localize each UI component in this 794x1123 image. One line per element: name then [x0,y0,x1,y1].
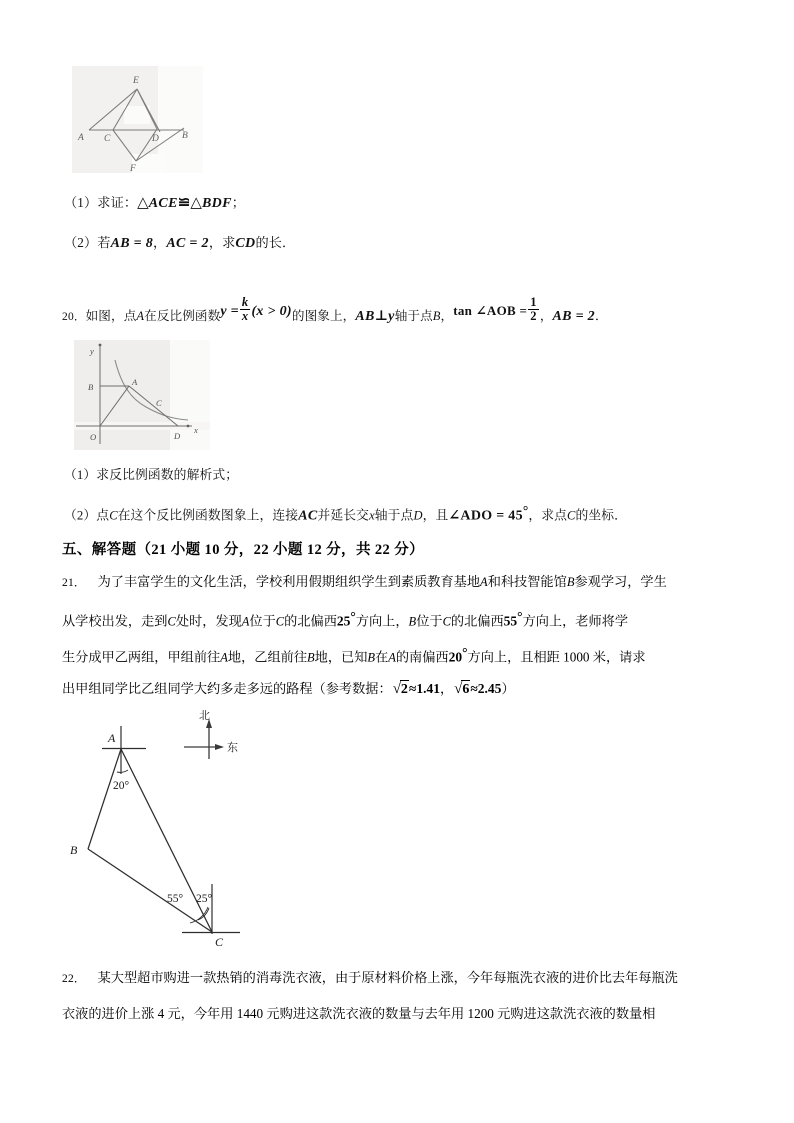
problem20-stem-c: 的图象上， [291,308,356,323]
p21-l2-point-a: A [241,614,250,629]
p21-l3-point-a2: A [388,650,396,665]
p21-l2-point-c2: C [275,614,285,629]
p21-l4-comma: ， [439,681,454,696]
figure19-label-C: C [104,134,111,144]
triangle-symbol-2: △ [190,195,203,211]
bearing-angle-20: 20 [448,649,463,665]
problem19-part2 [64,233,295,253]
figure21-label-A: A [108,731,116,745]
perpendicular-symbol: ⊥ [374,308,389,324]
p21-l1-point-a: A [480,575,488,589]
p20-point-c: C [109,508,118,523]
figure19-label-D: D [152,134,159,144]
inverse-function-formula: y = $\frac{k}{x}$ (x > 0) [220,295,292,324]
p21-l2-s2: 处时，发现 [175,613,242,629]
equation-ac-2: AC = 2 [166,236,209,251]
bearing-angle-25: 25 [336,613,351,629]
p21-l2-point-c3: C [442,614,451,629]
problem19-part2-lead: 若 [97,235,111,250]
p20-p2-t2: 在这个反比例函数图象上，连接 [117,508,299,523]
problem20-stem-a: 如图，点 [85,308,137,323]
p21-l4-close: ） [501,681,515,696]
p20-p2-t4: 轴于点 [374,508,414,523]
segment-cd: CD [235,236,256,251]
p21-l3-s0: 生分成甲乙两组，甲组前往 [62,649,221,665]
sqrt-2-expression: √2 [392,681,408,697]
p21-l2-s13: 的北偏西 [450,613,504,629]
equation-ab-8: AB = 8 [110,236,154,251]
p21-l2-s6: 的北偏西 [284,613,337,629]
figure20-label-A: A [132,377,138,387]
p20-p2-t7: 的坐标． [575,508,628,523]
angle-ado-equation: ∠ADO = 45 [448,508,523,524]
problem20-stem-b: 在反比例函数 [144,308,221,323]
problem19-part1-tail: ； [231,195,246,210]
p20-p2-t6: ，求点 [528,508,568,523]
p21-l3-s11: 方向上，且相距 1000 米，请求 [467,649,646,665]
p21-l2-point-c: C [167,614,176,629]
problem20-stem-d: 轴于点 [394,308,433,323]
figure20-label-x: x [194,425,198,435]
problem20-figure [74,340,210,450]
p20-point-d: D [413,508,423,523]
p21-l1-s4: 参观学习，学生 [574,574,667,589]
p21-l2-s0: 从学校出发，走到 [62,613,168,629]
problem20-point-b: B [432,308,441,323]
p21-l3-s4: 地，已知 [314,649,368,665]
figure20-label-C: C [156,398,162,408]
problem22-line-2 [62,1005,738,1022]
p21-l1-s0: 为了丰富学生的文化生活，学校利用假期组织学生到素质教育基地 [97,574,481,589]
degree-symbol-25: ° [350,609,356,624]
p21-l3-s8: 的南偏西 [395,649,449,665]
sqrt-6-expression: √6 [454,681,470,697]
p20-point-c2: C [567,508,576,523]
problem20-part2-marker: （2） [64,508,97,523]
problem22-text-line1: 某大型超市购进一款热销的消毒洗衣液，由于原材料价格上涨，今年每瓶洗衣液的进价比去年每瓶洗 [97,970,678,985]
problem19-figure [72,66,203,173]
p21-l3-s6: 在 [375,649,389,665]
problem20-number: 20． [62,310,86,323]
p20-axis-x: x [369,508,375,523]
problem20-stem [62,295,608,328]
problem21-figure [62,706,312,958]
p21-l1-s2: 和科技智能馆 [487,574,567,589]
p20-p2-t3: 并延长交 [317,508,370,523]
degree-symbol-55: ° [517,609,523,624]
compass-label-east: 东 [227,742,238,754]
problem19-part2-tail: 的长． [255,235,296,250]
figure21-label-C: C [215,935,224,949]
p20-p2-t1: 点 [96,508,110,523]
equation-ab-2: AB = 2 [552,308,595,324]
p21-l2-s9: 方向上， [355,613,409,629]
problem19-part2-mid: ，求 [208,235,236,250]
p21-l1-point-b: B [566,575,575,589]
problem20-part1-marker: （1） [64,468,97,482]
segment-ab: AB [355,308,375,324]
figure21-label-B: B [70,843,78,857]
congruent-triangles-svg [72,66,203,173]
triangle-symbol-1: △ [137,195,149,211]
problem21-line-1 [62,573,738,592]
tangent-expression: tan ∠AOB = $\frac{1}{2}$ [453,295,537,324]
problem21-line-4 [62,680,738,698]
figure21-angle-25: 25° [196,893,213,905]
problem19-part1 [64,193,245,213]
p21-l2-point-b: B [408,614,417,629]
problem19-part1-lead: 求证： [97,195,138,210]
bearing-angle-55: 55 [503,613,518,629]
p21-l3-point-b: B [307,650,315,665]
p21-l2-s11: 位于 [416,613,443,629]
problem19-part1-marker: （1） [64,195,98,210]
p21-l3-point-a: A [220,650,228,665]
p21-l2-s4: 位于 [249,613,276,629]
p20-p2-t5: ，且 [422,508,449,523]
figure21-angle-20: 20° [113,780,130,792]
figure20-label-y: y [90,346,94,356]
problem21-number: 21． [62,577,86,589]
inverse-proportion-graph-svg [74,340,210,450]
degree-symbol-ado: ° [522,503,529,518]
problem20-stem-f: ， [539,308,553,323]
compass-label-north: 北 [199,710,210,722]
figure19-label-B: B [182,131,188,141]
problem22-line-1 [62,969,738,988]
problem20-part1-text: 求反比例函数的解析式； [96,468,239,482]
segment-ac: AC [298,508,318,524]
problem19-part2-sep: ， [153,235,167,250]
figure20-label-D: D [174,431,181,441]
p21-l3-point-b2: B [367,650,376,665]
problem22-number: 22． [62,973,86,985]
p21-l2-s16: 方向上，老师将学 [522,613,629,629]
problem19-part2-marker: （2） [64,235,98,250]
problem20-stem-g: ． [595,308,608,323]
triangle-ace: ACE [148,196,178,211]
sqrt-6-approx: ≈2.45 [470,681,502,696]
y-axis-symbol: y [388,308,395,324]
degree-symbol-20: ° [462,645,468,660]
figure20-label-B: B [88,382,94,392]
p21-l3-s2: 地，乙组前往 [227,649,308,665]
figure19-label-E: E [133,76,139,86]
figure19-label-F: F [130,164,136,173]
p21-l4-pre: 出甲组同学比乙组同学大约多走多远的路程（参考数据： [62,681,392,696]
triangle-bdf: BDF [202,196,232,211]
figure19-label-A: A [78,133,84,143]
congruent-symbol: ≌ [177,195,191,211]
figure20-label-O: O [90,432,97,442]
problem21-line-2 [62,608,738,630]
problem21-line-3 [62,644,738,666]
figure21-angle-55: 55° [167,893,184,905]
section-five-heading: 五、解答题（21 小题 10 分，22 小题 12 分，共 22 分） [62,542,424,558]
bearing-triangle-svg [62,706,312,958]
problem20-point-a: A [136,308,145,323]
sqrt-2-approx: ≈1.41 [408,681,440,696]
problem20-part2 [64,501,627,525]
problem22-text-line2: 衣液的进价上涨 4 元，今年用 1440 元购进这款洗衣液的数量与去年用 1200 元购进这款洗衣液的数量相 [62,1006,656,1021]
problem20-part1 [64,466,238,485]
problem20-stem-e: ， [440,308,454,323]
